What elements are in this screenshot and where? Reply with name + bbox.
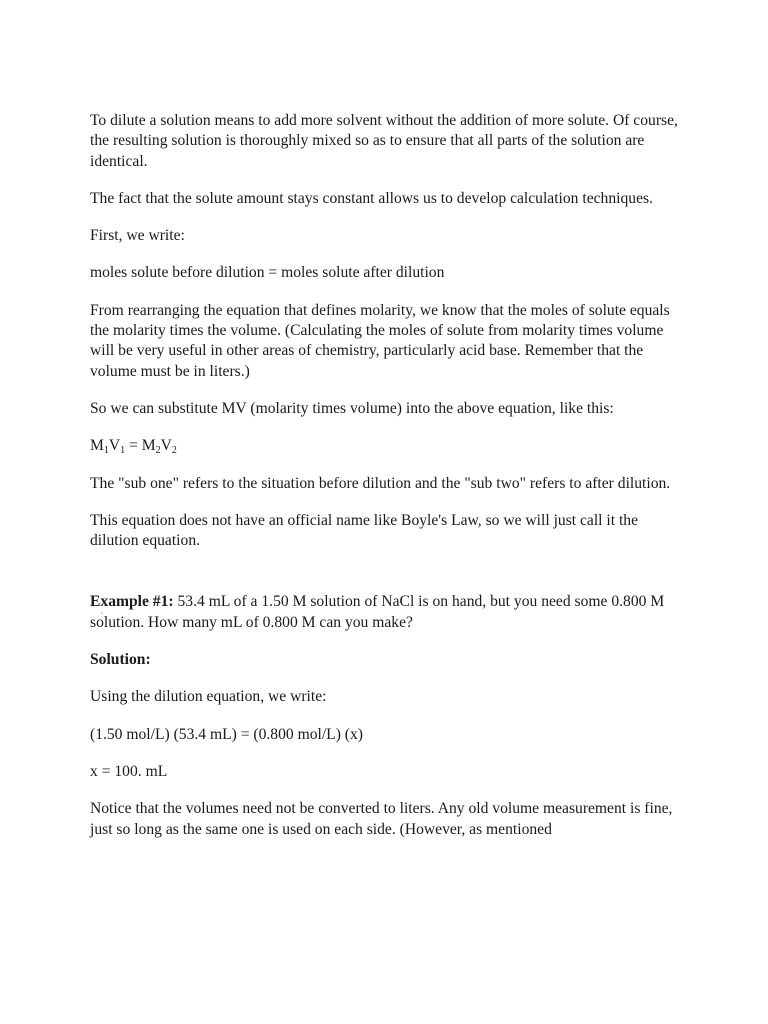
dilution-equation: [90, 436, 690, 456]
document-body: [90, 111, 690, 857]
equation-v1: V: [108, 437, 121, 455]
solution-label: Solution:: [90, 651, 151, 669]
equation-v2: V: [160, 437, 172, 455]
equation-equals: =: [125, 437, 142, 455]
solution-step-1: Using the dilution equation, we write:: [90, 688, 327, 706]
paragraph-first-we-write: First, we write:: [90, 227, 185, 245]
paragraph-volume-note: Notice that the volumes need not be converted to liters. Any old volume measurement is fine, just so long as the same one is used on each side. (However, as mentioned: [90, 800, 673, 838]
example-1: [90, 592, 690, 633]
paragraph-moles-equation: moles solute before dilution = moles solute after dilution: [90, 264, 445, 282]
solution-step-3: x = 100. mL: [90, 762, 168, 780]
example-label: Example #1:: [90, 593, 174, 611]
example-text: 53.4 mL of a 1.50 M solution of NaCl is on hand, but you need some 0.800 M solution. How many mL of 0.800 M can you make?: [90, 593, 665, 631]
equation-sub-2a: 2: [155, 445, 161, 457]
scan-speck: [101, 612, 103, 614]
equation-sub-1a: 1: [103, 445, 109, 457]
paragraph-molarity-explanation: From rearranging the equation that defines molarity, we know that the moles of solute equals the molarity times the volume. (Calculating the moles of solute from molarity times volume will be very useful in other areas of chemistry, particularly acid base. Remember that the volume must be in liters.): [90, 301, 670, 380]
paragraph-sub-one-two: The "sub one" refers to the situation before dilution and the "sub two" refers to after dilution.: [90, 474, 671, 492]
paragraph-solute-constant: The fact that the solute amount stays constant allows us to develop calculation techniques.: [90, 189, 653, 207]
paragraph-substitute-mv: So we can substitute MV (molarity times volume) into the above equation, like this:: [90, 399, 614, 417]
paragraph-equation-name: This equation does not have an official name like Boyle's Law, so we will just call it the dilution equation.: [90, 511, 639, 550]
solution-step-2: (1.50 mol/L) (53.4 mL) = (0.800 mol/L) (x): [90, 725, 363, 743]
equation-m1: M: [90, 437, 104, 455]
equation-m2: M: [141, 437, 156, 455]
solution-heading: [90, 650, 690, 670]
equation-sub-2b: 2: [171, 445, 177, 457]
equation-sub-1b: 1: [120, 445, 126, 457]
paragraph-dilution-definition: To dilute a solution means to add more solvent without the addition of more solute. Of course, the resulting solution is thoroughly mixed so as to ensure that all parts of the solution are identical.: [90, 112, 678, 170]
